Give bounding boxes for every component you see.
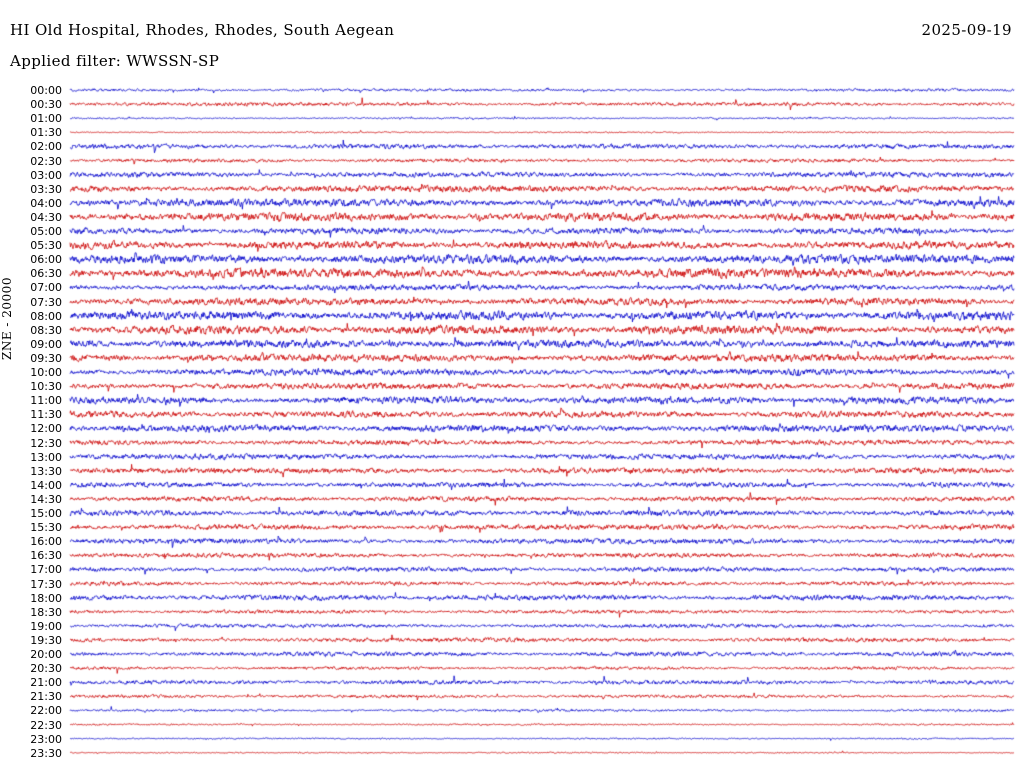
time-tick-label: 00:30 — [30, 98, 62, 112]
time-tick-label: 11:00 — [30, 394, 62, 408]
time-tick-label: 02:00 — [30, 140, 62, 154]
time-tick-label: 18:30 — [30, 605, 62, 619]
time-tick-label: 23:00 — [30, 732, 62, 746]
time-tick-label: 14:30 — [30, 492, 62, 506]
time-tick-label: 18:00 — [30, 591, 62, 605]
time-tick-label: 22:00 — [30, 704, 62, 718]
time-tick-label: 06:30 — [30, 267, 62, 281]
time-tick-label: 20:30 — [30, 662, 62, 676]
time-tick-label: 08:30 — [30, 323, 62, 337]
time-tick-label: 17:30 — [30, 577, 62, 591]
time-tick-label: 08:00 — [30, 309, 62, 323]
time-axis-tick-labels — [0, 78, 70, 778]
time-tick-label: 09:00 — [30, 337, 62, 351]
time-tick-label: 15:30 — [30, 521, 62, 535]
time-tick-label: 20:00 — [30, 648, 62, 661]
time-tick-label: 16:00 — [30, 535, 62, 549]
time-tick-label: 03:00 — [30, 168, 62, 182]
time-tick-label: 19:00 — [30, 619, 62, 633]
time-tick-label: 16:30 — [30, 549, 62, 563]
time-tick-label: 03:30 — [30, 182, 62, 196]
time-tick-label: 14:00 — [30, 478, 62, 492]
time-tick-label: 07:00 — [30, 281, 62, 295]
time-tick-label: 04:30 — [30, 210, 62, 224]
helicorder-plot — [0, 78, 1024, 778]
time-tick-label: 12:00 — [30, 422, 62, 436]
time-tick-label: 13:00 — [30, 450, 62, 464]
time-tick-label: 10:30 — [30, 380, 62, 394]
time-tick-label: 15:00 — [30, 507, 62, 520]
time-tick-label: 09:30 — [30, 351, 62, 365]
time-tick-label: 22:30 — [30, 718, 62, 732]
time-tick-label: 10:00 — [30, 366, 62, 379]
time-tick-label: 02:30 — [30, 154, 62, 168]
time-tick-label: 05:00 — [30, 225, 62, 238]
time-tick-label: 13:30 — [30, 464, 62, 478]
time-tick-label: 21:30 — [30, 690, 62, 704]
time-tick-label: 07:30 — [30, 295, 62, 309]
time-tick-label: 06:00 — [30, 253, 62, 267]
time-tick-label: 12:30 — [30, 436, 62, 450]
time-tick-label: 05:30 — [30, 239, 62, 253]
time-tick-label: 17:00 — [30, 563, 62, 577]
applied-filter-label: Applied filter: WWSSN-SP — [10, 52, 220, 70]
time-tick-label: 11:30 — [30, 408, 62, 422]
time-tick-label: 21:00 — [30, 676, 62, 690]
time-tick-label: 19:30 — [30, 633, 62, 647]
time-tick-label: 04:00 — [30, 196, 62, 210]
page-title: HI Old Hospital, Rhodes, Rhodes, South Aegean — [10, 21, 395, 39]
time-tick-label: 01:00 — [30, 112, 62, 126]
time-tick-label: 23:30 — [30, 746, 62, 760]
record-date: 2025-09-19 — [921, 21, 1012, 39]
chart-header — [0, 0, 1024, 78]
time-tick-label: 00:00 — [30, 84, 62, 97]
time-tick-label: 01:30 — [30, 126, 62, 140]
